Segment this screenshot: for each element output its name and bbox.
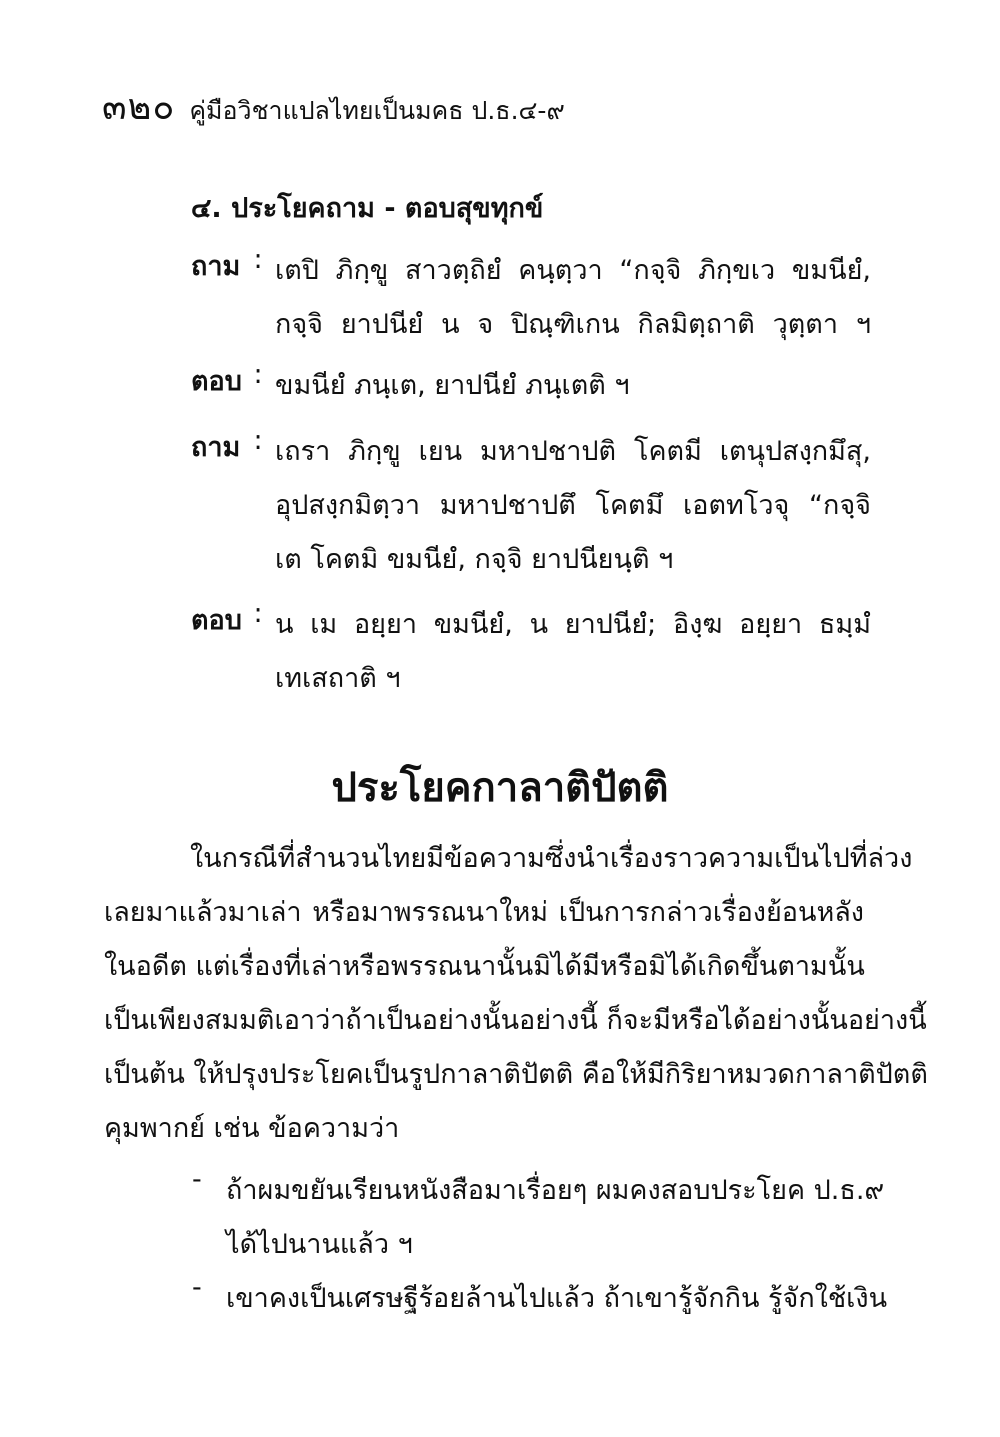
qa-line: อุปสงฺกมิตฺวา มหาปชาปตึ โคตมึ เอตทโวจุ “กจฺจิ bbox=[275, 490, 871, 521]
qa-block bbox=[191, 359, 871, 413]
qa-line: ขมนียํ ภนฺเต, ยาปนียํ ภนฺเตติ ฯ bbox=[275, 370, 630, 401]
qa-label: ถาม bbox=[191, 251, 241, 282]
bullet-mark: - bbox=[192, 1272, 202, 1303]
paragraph-line: ในอดีต แต่เรื่องที่เล่าหรือพรรณนานั้นมิได้มีหรือมิได้เกิดขึ้นตามนั้น bbox=[104, 951, 865, 982]
qa-line: เทเสถาติ ฯ bbox=[275, 663, 401, 694]
bullet-line: ได้ไปนานแล้ว ฯ bbox=[226, 1229, 413, 1260]
qa-colon: : bbox=[253, 598, 263, 629]
qa-line: เต โคตมิ ขมนียํ, กจฺจิ ยาปนียนฺติ ฯ bbox=[275, 544, 674, 575]
qa-block bbox=[191, 598, 871, 706]
section-heading: ๔. ประโยคถาม - ตอบสุขทุกข์ bbox=[191, 193, 544, 224]
bullet-line: เขาคงเป็นเศรษฐีร้อยล้านไปแล้ว ถ้าเขารู้จักกิน รู้จักใช้เงิน bbox=[226, 1283, 888, 1314]
paragraph-line: เป็นเพียงสมมติเอาว่าถ้าเป็นอย่างนั้นอย่างนี้ ก็จะมีหรือได้อย่างนั้นอย่างนี้ bbox=[104, 1005, 927, 1036]
qa-label: ตอบ bbox=[191, 605, 242, 636]
paragraph-line: เลยมาแล้วมาเล่า หรือมาพรรณนาใหม่ เป็นการกล่าวเรื่องย้อนหลัง bbox=[104, 897, 864, 928]
paragraph-line: คุมพากย์ เช่น ข้อความว่า bbox=[104, 1113, 400, 1144]
qa-colon: : bbox=[253, 244, 263, 275]
page-header bbox=[102, 78, 565, 135]
qa-line: เตปิ ภิกฺขู สาวตฺถิยํ คนฺตฺวา “กจฺจิ ภิกฺขเว ขมนียํ, bbox=[275, 255, 871, 286]
paragraph-line: ในกรณีที่สำนวนไทยมีข้อความซึ่งนำเรื่องราวความเป็นไปที่ล่วง bbox=[190, 843, 913, 874]
qa-label: ตอบ bbox=[191, 366, 242, 397]
qa-line: เถรา ภิกฺขู เยน มหาปชาปติ โคตมี เตนุปสงฺกมึสุ, bbox=[275, 436, 871, 467]
chapter-title: ประโยคกาลาติปัตติ bbox=[331, 765, 669, 811]
bullet-line: ถ้าผมขยันเรียนหนังสือมาเรื่อยๆ ผมคงสอบประโยค ป.ธ.๙ bbox=[226, 1175, 885, 1206]
qa-block bbox=[191, 425, 871, 587]
bullet-mark: - bbox=[192, 1164, 202, 1195]
qa-line: กจฺจิ ยาปนียํ น จ ปิณฺฑิเกน กิลมิตฺถาติ วุตฺตา ฯ bbox=[275, 309, 871, 340]
qa-block bbox=[191, 244, 871, 352]
bullet-item bbox=[192, 1272, 888, 1326]
paragraph-line: เป็นต้น ให้ปรุงประโยคเป็นรูปกาลาติปัตติ คือให้มีกิริยาหมวดกาลาติปัตติ bbox=[104, 1059, 928, 1090]
bullet-item bbox=[192, 1164, 885, 1272]
page-number: ๓๒๐ bbox=[102, 87, 176, 128]
qa-label: ถาม bbox=[191, 432, 241, 463]
bullet-list bbox=[192, 1164, 888, 1326]
book-title: คู่มือวิชาแปลไทยเป็นมคธ ป.ธ.๔-๙ bbox=[189, 96, 565, 125]
qa-colon: : bbox=[253, 425, 263, 456]
body-paragraph bbox=[104, 832, 928, 1156]
qa-line: น เม อยฺยา ขมนียํ, น ยาปนียํ; อิงฺฆ อยฺยา ธมฺมํ bbox=[275, 609, 871, 640]
qa-colon: : bbox=[253, 359, 263, 390]
